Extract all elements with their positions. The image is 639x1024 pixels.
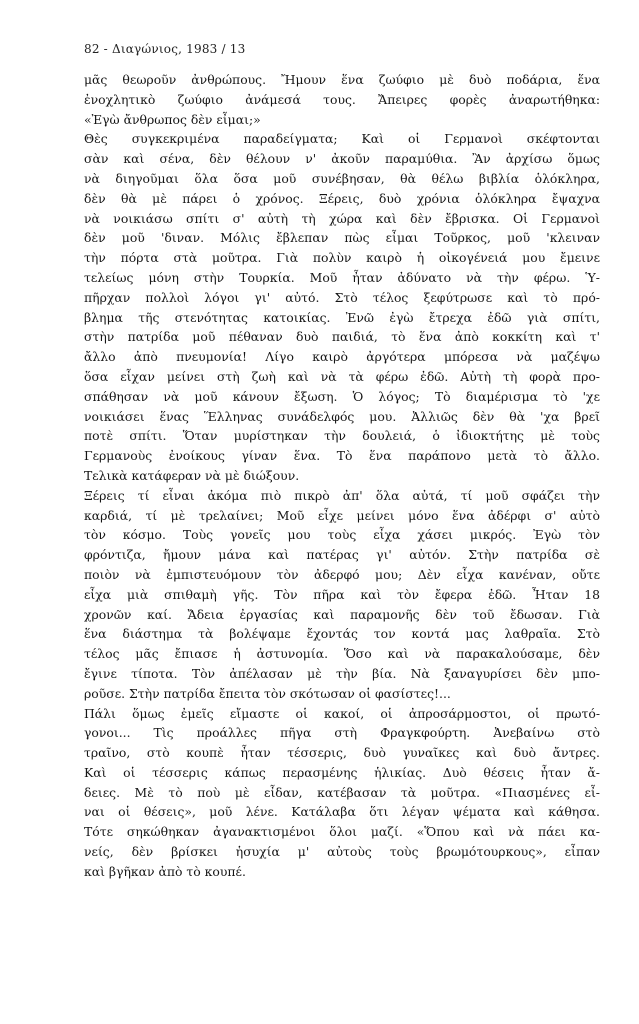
text-line: δειες. Μὲ τὸ ποὺ μὲ εἶδαν, κατέβασαν τὰ μοῦτρα. «Πιασμένες εἶ- [84,784,600,800]
text-line: βλημα τῆς στενότητας κατοικίας. Ἐνῶ ἐγὼ ἔτρεχα ἐδῶ γιὰ σπίτι, [84,309,600,325]
running-head: 82 - Διαγώνιος, 1983 / 13 [84,42,246,56]
text-line: σπάθησαν νὰ μοῦ κάνουν ἔξωση. Ὁ λόγος; Τὸ διαμέρισμα τὸ 'χε [84,388,600,404]
text-line: ὅσα εἶχαν μείνει στὴ ζωὴ καὶ νὰ τὰ φέρω ἐδῶ. Αὐτὴ τὴ φορὰ προ- [84,368,600,384]
text-line: Τότε σηκώθηκαν ἀγανακτισμένοι ὅλοι μαζί. «Ὅπου καὶ νὰ πάει κα- [84,824,600,840]
text-line: τὸν κόσμο. Τοὺς γονεῖς μου τοὺς εἶχα χάσει μικρός. Ἐγὼ τὸν [84,527,600,543]
text-line: εἶχα μιὰ σπιθαμὴ γῆς. Τὸν πῆρα καὶ τὸν ἔφερα ἐδῶ. Ἦταν 18 [84,586,600,602]
text-line: δὲν θὰ μὲ πάρει ὁ χρόνος. Ξέρεις, δυὸ χρόνια ὁλόκληρα ἔψαχνα [84,190,600,206]
text-line: νείς, δὲν βρίσκει ἡσυχία μ' αὐτοὺς τοὺς βρωμότουρκους», εἶπαν [84,844,600,860]
text-line: ναι οἱ θέσεις», μοῦ λένε. Κατάλαβα ὅτι λέγαν ψέματα καὶ κάθησα. [84,804,600,820]
text-line: φρόντιζα, ἤμουν μάνα καὶ πατέρας γι' αὐτόν. Στὴν πατρίδα σὲ [84,547,600,563]
text-line: σὰν καὶ σένα, δὲν θέλουν ν' ἀκοῦν παραμύθια. Ἂν ἀρχίσω ὅμως [84,151,600,167]
body-text [84,70,600,882]
text-line: γονοι... Τὶς προάλλες πῆγα στὴ Φραγκφούρτη. Ἀνεβαίνω στὸ [84,725,600,741]
text-line: ποιὸν νὰ ἐμπιστευόμουν τὸν ἀδερφό μου; Δὲν εἶχα κανέναν, οὔτε [84,566,600,582]
text-line: νὰ διηγοῦμαι ὅλα ὅσα μοῦ συνέβησαν, θὰ θέλω βιβλία ὁλόκληρα, [84,170,600,186]
text-line: τέλος μᾶς ἔπιασε ἡ ἀστυνομία. Ὅσο καὶ νὰ παρακαλούσαμε, δὲν [84,646,600,662]
text-line: πῆρχαν πολλοὶ λόγοι γι' αὐτό. Στὸ τέλος ξεφύτρωσε καὶ τὸ πρό- [84,289,600,305]
text-line: ἄλλο ἀπὸ πνευμονία! Λίγο καιρὸ ἀργότερα μπόρεσα νὰ μαζέψω [84,349,600,365]
text-line: Πάλι ὅμως ἐμεῖς εἴμαστε οἱ κακοί, οἱ ἀπροσάρμοστοι, οἱ πρωτό- [84,705,600,721]
text-line: Γερμανοὺς ἐνοίκους γίναν ἕνα. Τὸ ἕνα παράπονο μετὰ τὸ ἄλλο. [84,448,600,464]
text-line: ἔγινε τίποτα. Τὸν ἀπέλασαν μὲ τὴν βία. Νὰ ξαναγυρίσει δὲν μπο- [84,665,600,681]
text-line: καὶ βγῆκαν ἀπὸ τὸ κουπέ. [84,863,246,879]
text-line: μᾶς θεωροῦν ἀνθρώπους. Ἤμουν ἕνα ζωύφιο μὲ δυὸ ποδάρια, ἕνα [84,72,600,87]
text-line: τραῖνο, στὸ κουπὲ ἦταν τέσσερις, δυὸ γυναῖκες καὶ δυὸ ἄντρες. [84,745,600,761]
text-line: ἕνα διάστημα τὰ βολέψαμε ἔχοντάς τον κοντά μας λαθραῖα. Στὸ [84,626,600,642]
text-line: Θὲς συγκεκριμένα παραδείγματα; Καὶ οἱ Γερμανοὶ σκέφτονται [84,131,600,147]
text-line: χρονῶν καί. Ἄδεια ἐργασίας καὶ παραμονῆς δὲν τοῦ ἔδωσαν. Γιὰ [84,606,600,622]
text-line: στὴν πατρίδα μοῦ πέθαναν δυὸ παιδιά, τὸ ἕνα ἀπὸ κοκκίτη καὶ τ' [84,329,600,345]
text-line: Τελικὰ κατάφεραν νὰ μὲ διώξουν. [84,467,300,483]
text-line: «Ἐγὼ ἄνθρωπος δὲν εἶμαι;» [84,111,261,127]
text-line: ποτὲ σπίτι. Ὅταν μυρίστηκαν τὴν δουλειά, ὁ ἰδιοκτήτης μὲ τοὺς [84,428,600,444]
text-line: Ξέρεις τί εἶναι ἀκόμα πιὸ πικρὸ ἀπ' ὅλα αὐτά, τί μοῦ σφάζει τὴν [84,487,600,503]
text-line: τὴν πόρτα στὰ μοῦτρα. Γιὰ πολὺν καιρὸ ἡ οἰκογένειά μου ἔμεινε [84,250,600,266]
text-line: ροῦσε. Στὴν πατρίδα ἔπειτα τὸν σκότωσαν οἱ φασίστες!... [84,685,451,701]
text-line: δὲν μοῦ 'διναν. Μόλις ἔβλεπαν πὼς εἶμαι Τοῦρκος, μοῦ 'κλειναν [84,230,600,246]
text-line: νοικιάσει ἕνας Ἕλληνας συνάδελφός μου. Ἀλλιῶς δὲν θὰ 'χα βρεῖ [84,408,600,424]
text-line: ἐνοχλητικὸ ζωύφιο ἀνάμεσά τους. Ἄπειρες φορὲς ἀναρωτήθηκα: [84,91,600,107]
text-line: νὰ νοικιάσω σπίτι σ' αὐτὴ τὴ χώρα καὶ δὲν ἔβρισκα. Οἱ Γερμανοὶ [84,210,600,226]
text-line: καρδιά, τί μὲ τρελαίνει; Μοῦ εἶχε μείνει μόνο ἕνα ἀδέρφι σ' αὐτὸ [84,507,600,523]
text-line: τελείως μόνη στὴν Τουρκία. Μοῦ ἦταν ἀδύνατο νὰ τὴν φέρω. Ὑ- [84,269,600,285]
text-line: Καὶ οἱ τέσσερις κάπως περασμένης ἡλικίας. Δυὸ θέσεις ἦταν ἄ- [84,764,600,780]
